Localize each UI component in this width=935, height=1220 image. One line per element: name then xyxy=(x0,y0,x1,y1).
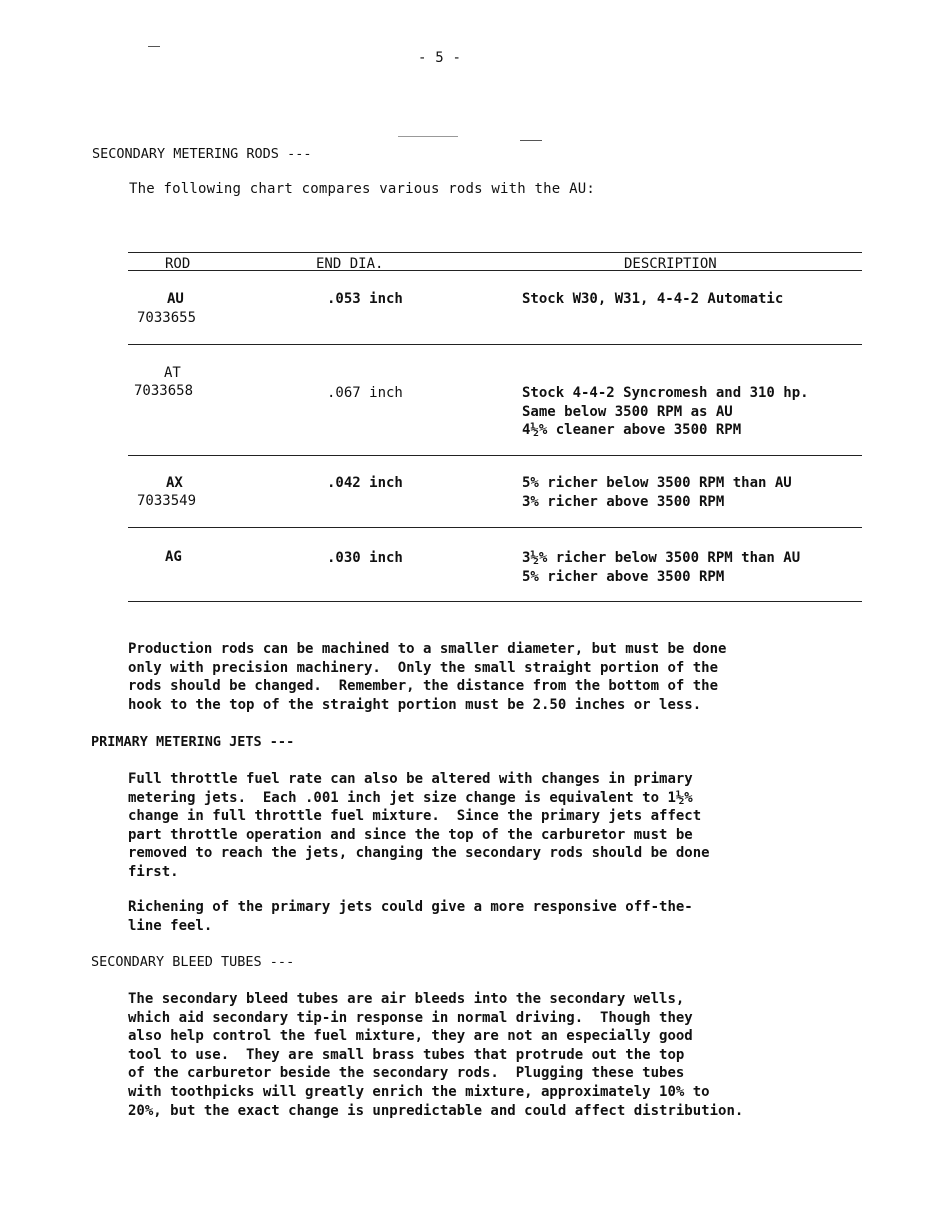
scan-mark xyxy=(520,140,542,141)
primary-jets-paragraph-1: Full throttle fuel rate can also be altered with changes in primary metering jets. Each .001 inch jet size change is equivalent to 1½% change in full throttle fuel mixture. Since the primary jets affect part throttle operation and since the top of the carburetor must be removed to reach the jets, changing the secondary rods should be done first. xyxy=(128,771,710,880)
row-ax-part: 7033549 xyxy=(137,493,197,509)
row-au-part: 7033655 xyxy=(137,310,197,326)
table-header-rule xyxy=(128,270,862,271)
row-divider xyxy=(128,527,862,528)
header-end-dia: END DIA. xyxy=(316,256,384,272)
table-top-rule xyxy=(128,252,862,253)
section-heading-primary-jets: PRIMARY METERING JETS --- xyxy=(91,734,295,750)
row-au-description: Stock W30, W31, 4-4-2 Automatic xyxy=(522,291,784,307)
production-rods-paragraph: Production rods can be machined to a smaller diameter, but must be done only with precision machinery. Only the small straight portion of the rods should be changed. Remember, the distance from the bottom of the hook to the top of the straight portion must be 2.50 inches or less. xyxy=(128,641,727,713)
scan-mark xyxy=(398,136,458,137)
row-ag-end-dia: .030 inch xyxy=(327,550,403,566)
row-ax-end-dia: .042 inch xyxy=(327,475,403,491)
header-description: DESCRIPTION xyxy=(624,256,717,272)
row-ax-rod: AX xyxy=(166,475,183,491)
row-at-description: Stock 4-4-2 Syncromesh and 310 hp. Same below 3500 RPM as AU 4½% cleaner above 3500 RPM xyxy=(522,385,809,438)
row-at-end-dia: .067 inch xyxy=(327,385,403,401)
table-intro-text: The following chart compares various rods with the AU: xyxy=(129,181,595,197)
row-ag-description: 3½% richer below 3500 RPM than AU 5% richer above 3500 RPM xyxy=(522,550,801,585)
row-at-rod: AT xyxy=(164,365,181,381)
section-heading-bleed-tubes: SECONDARY BLEED TUBES --- xyxy=(91,954,295,970)
header-rod: ROD xyxy=(165,256,191,272)
row-divider xyxy=(128,344,862,345)
row-ax-description: 5% richer below 3500 RPM than AU 3% richer above 3500 RPM xyxy=(522,475,792,510)
row-ag-rod: AG xyxy=(165,549,182,565)
bleed-tubes-paragraph: The secondary bleed tubes are air bleeds into the secondary wells, which aid secondary tip-in response in normal driving. Though they also help control the fuel mixture, they are not an especially good tool to use. They are small brass tubes that protrude out the top of the carburetor beside the secondary rods. Plugging these tubes with toothpicks will greatly enrich the mixture, approximately 10% to 20%, but the exact change is unpredictable and could affect distribution. xyxy=(128,991,744,1119)
section-heading-secondary-rods: SECONDARY METERING RODS --- xyxy=(92,146,312,162)
page-number: - 5 - xyxy=(418,50,462,66)
scan-mark xyxy=(148,46,160,47)
table-bottom-rule xyxy=(128,601,862,602)
row-divider xyxy=(128,455,862,456)
row-au-end-dia: .053 inch xyxy=(327,291,403,307)
row-au-rod: AU xyxy=(167,291,184,307)
row-at-part: 7033658 xyxy=(134,383,194,399)
primary-jets-paragraph-2: Richening of the primary jets could give a more responsive off-the- line feel. xyxy=(128,899,693,934)
